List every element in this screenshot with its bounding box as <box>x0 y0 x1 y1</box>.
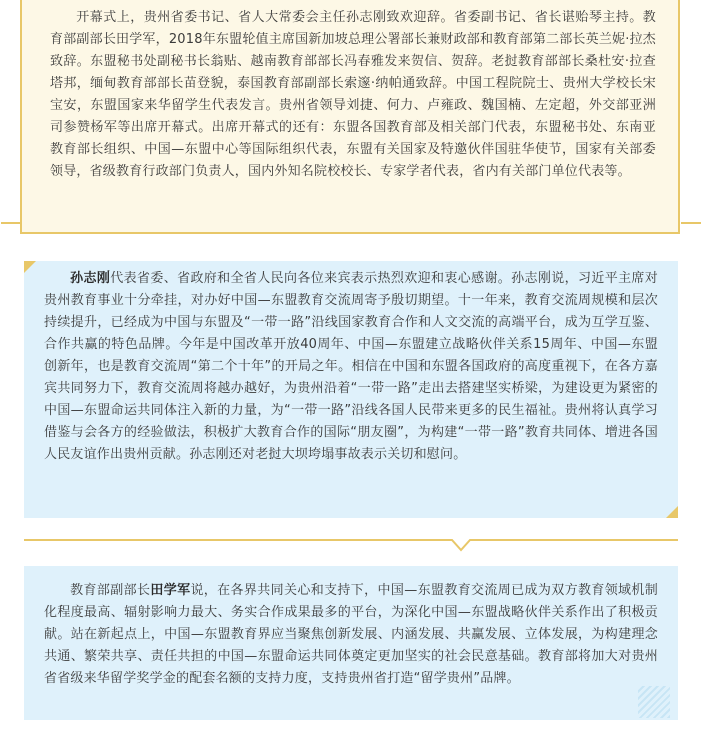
tian-xuejun-text: 说，在各界共同关心和支持下，中国—东盟教育交流周已成为双方教育领域机制化程度最高、辐射影响力最大、务实合作成果最多的平台，为深化中国—东盟战略伙伴关系作出了积极贡献。站在新起点上，中国—东盟教育界应当聚焦创新发展、内涵发展、共赢发展、立体发展，为构建理念共通、繁荣共享、责任共担的中国—东盟命运共同体奠定更加坚实的社会民意基础。教育部将加大对贵州省省级来华留学奖学金的配套名额的支持力度，支持贵州省打造“留学贵州”品牌。 <box>44 583 658 686</box>
sun-zhigang-text: 代表省委、省政府和全省人民向各位来宾表示热烈欢迎和衷心感谢。孙志刚说，习近平主席对贵州教育事业十分牵挂，对办好中国—东盟教育交流周寄予殷切期望。十一年来，教育交流周规模和层次持续提升，已经成为中国与东盟及“一带一路”沿线国家教育合作和人文交流的高端平台，成为互学互鉴、合作共赢的特色品牌。今年是中国改革开放40周年、中国—东盟建立战略伙伴关系15周年、中国—东盟创新年，也是教育交流周“第二个十年”的开局之年。相信在中国和东盟各国政府的高度重视下，在各方嘉宾共同努力下，教育交流周将越办越好，为贵州沿着“一带一路”走出去搭建坚实桥梁，为建设更为紧密的中国—东盟命运共同体注入新的力量，为“一带一路”沿线各国人民带来更多的民生福祉。贵州将认真学习借鉴与会各方的经验做法，积极扩大教育合作的国际“朋友圈”，为构建“一带一路”教育共同体、增进各国人民友谊作出贵州贡献。孙志刚还对老挝大坝垮塌事故表示关切和慰问。 <box>44 271 659 462</box>
speaker-title: 教育部副部长 <box>70 583 151 598</box>
tian-xuejun-paragraph <box>44 580 658 690</box>
section-divider <box>24 539 678 555</box>
left-decorative-dash <box>1 222 21 224</box>
speaker-name-sun-zhigang: 孙志刚 <box>70 271 111 286</box>
corner-accent-top-left <box>24 261 36 273</box>
opening-ceremony-paragraph <box>50 7 656 183</box>
diagonal-stripe-decoration <box>638 686 670 718</box>
opening-ceremony-section <box>20 0 680 234</box>
sun-zhigang-paragraph <box>44 268 658 466</box>
right-decorative-dash <box>681 222 701 224</box>
opening-ceremony-text: 开幕式上，贵州省委书记、省人大常委会主任孙志刚致欢迎辞。省委副书记、省长谌贻琴主持。教育部副部长田学军，2018年东盟轮值主席国新加坡总理公署部长兼财政部和教育部第二部长英兰妮·拉杰致辞。东盟秘书处副秘书长翁贴、越南教育部部长冯春雅发来贺信、贺辞。老挝教育部部长桑杜安·拉查塔邦，缅甸教育部部长苗登貌，泰国教育部副部长索邃·纳帕通致辞。中国工程院院士、贵州大学校长宋宝安，东盟国家来华留学生代表发言。贵州省领导刘捷、何力、卢雍政、魏国楠、左定超，外交部亚洲司参赞杨军等出席开幕式。出席开幕式的还有：东盟各国教育部及相关部门代表，东盟秘书处、东南亚教育部长组织、中国—东盟中心等国际组织代表，东盟有关国家及特邀伙伴国驻华使节，国家有关部委领导，省级教育行政部门负责人，国内外知名院校校长、专家学者代表，省内有关部门单位代表等。 <box>50 10 656 179</box>
sun-zhigang-speech-section <box>24 261 678 518</box>
speaker-name-tian-xuejun: 田学军 <box>150 583 191 598</box>
tian-xuejun-speech-section <box>24 566 678 720</box>
corner-accent-bottom-right <box>666 506 678 518</box>
